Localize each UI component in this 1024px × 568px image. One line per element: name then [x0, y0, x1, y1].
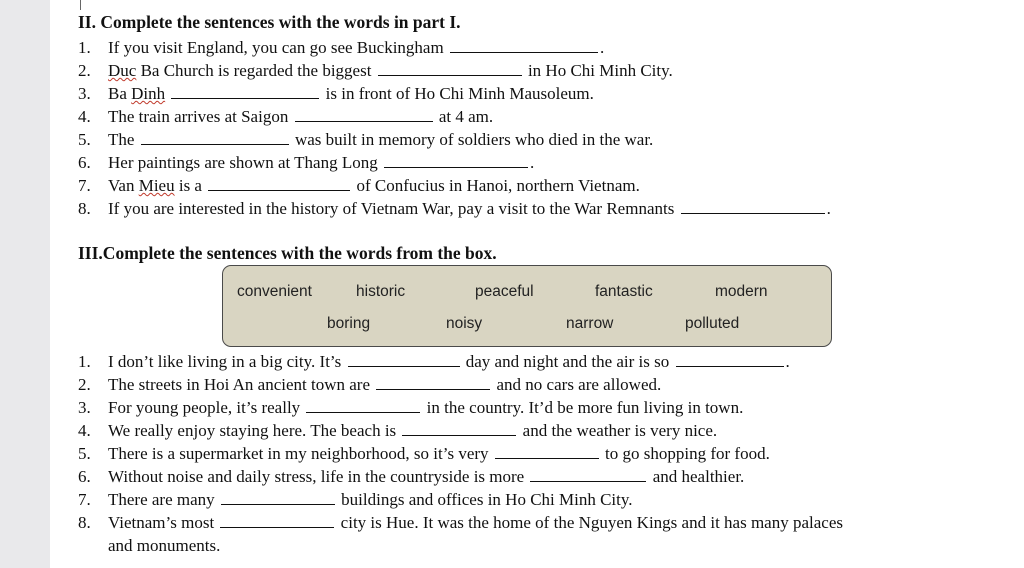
- s2-item-6: 6. Her paintings are shown at Thang Long .: [78, 153, 535, 172]
- answer-blank[interactable]: [306, 397, 420, 413]
- s3-item-2: 2. The streets in Hoi An ancient town are and no cars are allowed.: [78, 375, 662, 394]
- s3-item-6: 6. Without noise and daily stress, life in the countryside is more and healthier.: [78, 467, 745, 486]
- box-word-polluted: polluted: [685, 315, 740, 332]
- answer-blank[interactable]: [295, 106, 433, 122]
- answer-blank[interactable]: [530, 466, 646, 482]
- s3-item-1: 1. I don’t like living in a big city. It’s day and night and the air is so .: [78, 352, 790, 371]
- answer-blank[interactable]: [450, 37, 598, 53]
- s3-item-3: 3. For young people, it’s really in the country. It’d be more fun living in town.: [78, 398, 744, 417]
- answer-blank[interactable]: [402, 420, 516, 436]
- s3-item-8-continued: and monuments.: [108, 536, 221, 555]
- s2-item-5: 5. The was built in memory of soldiers who died in the war.: [78, 130, 654, 149]
- box-word-fantastic: fantastic: [595, 283, 653, 300]
- box-word-modern: modern: [715, 283, 768, 300]
- s2-item-8: 8. If you are interested in the history of Vietnam War, pay a visit to the War Remnants .: [78, 199, 831, 218]
- s3-item-4: 4. We really enjoy staying here. The beach is and the weather is very nice.: [78, 421, 718, 440]
- s2-item-2: 2. Duc Ba Church is regarded the biggest in Ho Chi Minh City.: [78, 61, 673, 80]
- answer-blank[interactable]: [220, 512, 334, 528]
- answer-blank[interactable]: [141, 129, 289, 145]
- section-3-heading: III.Complete the sentences with the words from the box.: [78, 243, 497, 263]
- box-word-historic: historic: [356, 283, 406, 300]
- word-box: [222, 265, 832, 347]
- answer-blank[interactable]: [378, 60, 522, 76]
- answer-blank[interactable]: [348, 351, 460, 367]
- section-2-heading: II. Complete the sentences with the words in part I.: [78, 12, 461, 32]
- answer-blank[interactable]: [495, 443, 599, 459]
- box-word-narrow: narrow: [566, 315, 614, 332]
- box-word-noisy: noisy: [446, 315, 483, 332]
- box-word-boring: boring: [327, 315, 371, 332]
- margin-tick: [80, 0, 81, 10]
- answer-blank[interactable]: [208, 175, 350, 191]
- answer-blank[interactable]: [681, 198, 825, 214]
- s2-item-7: 7. Van Mieu is a of Confucius in Hanoi, northern Vietnam.: [78, 176, 640, 195]
- box-word-peaceful: peaceful: [475, 283, 534, 300]
- box-word-convenient: convenient: [237, 283, 312, 300]
- answer-blank[interactable]: [171, 83, 319, 99]
- s3-item-7: 7. There are many buildings and offices in Ho Chi Minh City.: [78, 490, 633, 509]
- answer-blank[interactable]: [676, 351, 784, 367]
- s2-item-4: 4. The train arrives at Saigon at 4 am.: [78, 107, 494, 126]
- s3-item-8: 8. Vietnam’s most city is Hue. It was the home of the Nguyen Kings and it has many palaces: [78, 513, 843, 532]
- s2-item-3: 3. Ba Dinh is in front of Ho Chi Minh Mausoleum.: [78, 84, 594, 103]
- answer-blank[interactable]: [384, 152, 528, 168]
- s2-item-1: 1. If you visit England, you can go see Buckingham .: [78, 38, 605, 57]
- s3-item-5: 5. There is a supermarket in my neighborhood, so it’s very to go shopping for food.: [78, 444, 770, 463]
- answer-blank[interactable]: [221, 489, 335, 505]
- answer-blank[interactable]: [376, 374, 490, 390]
